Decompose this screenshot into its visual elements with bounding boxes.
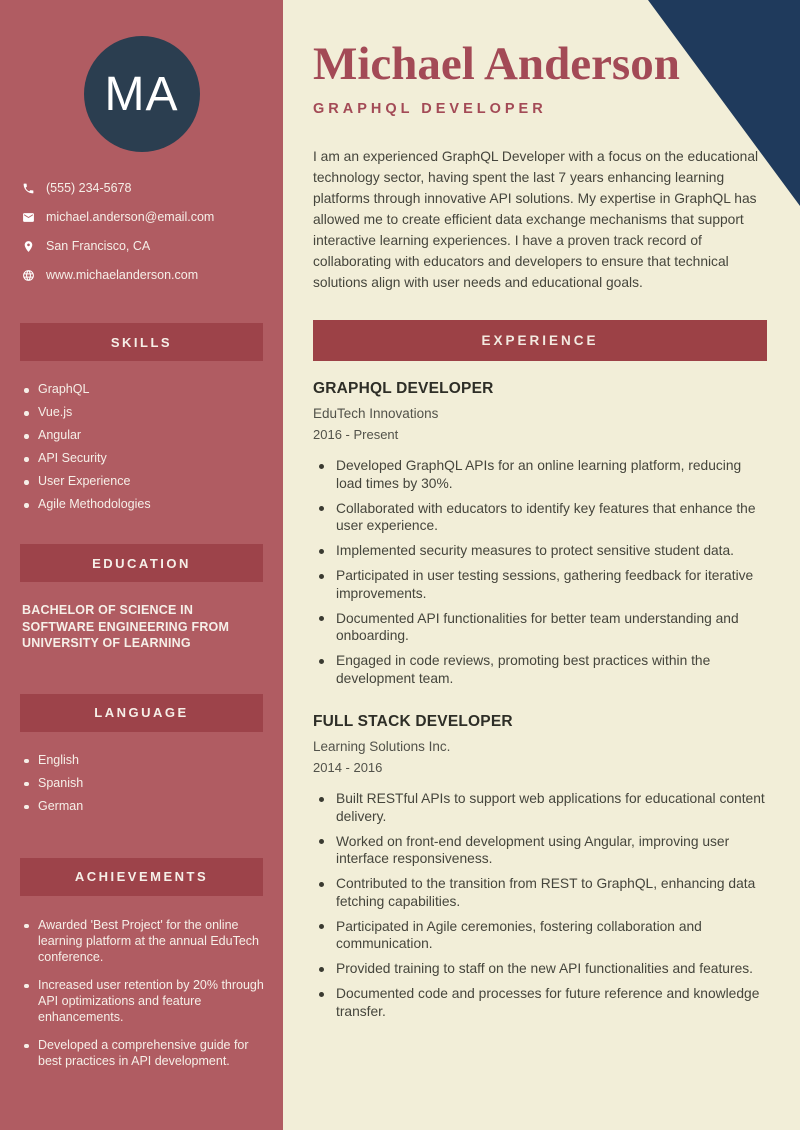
phone-icon xyxy=(22,182,35,195)
location-icon xyxy=(22,240,35,253)
job-role: GRAPHQL DEVELOPER xyxy=(313,380,494,398)
globe-icon xyxy=(22,269,35,282)
achievement-item: Awarded 'Best Project' for the online learning platform at the annual EduTech conference. xyxy=(24,917,265,965)
job-dates: 2016 - Present xyxy=(313,427,399,443)
achievement-item: Increased user retention by 20% through API optimizations and feature enhancements. xyxy=(24,977,265,1025)
job-bullet: Documented code and processes for future reference and knowledge transfer. xyxy=(319,985,767,1020)
language-item: English xyxy=(24,753,265,767)
job-bullet: Documented API functionalities for better team understanding and onboarding. xyxy=(319,610,767,645)
job-bullet: Collaborated with educators to identify key features that enhance the user experience. xyxy=(319,500,767,535)
contact-item-text: (555) 234-5678 xyxy=(46,181,132,195)
experience-jobs xyxy=(313,380,767,1020)
job-company: Learning Solutions Inc. xyxy=(313,739,451,755)
skills-list xyxy=(0,382,283,511)
job-bullet: Worked on front-end development using Angular, improving user interface responsiveness. xyxy=(319,833,767,868)
job-dates: 2014 - 2016 xyxy=(313,760,383,776)
contact-item xyxy=(22,182,269,195)
contact-item xyxy=(22,211,269,224)
contact-list xyxy=(0,182,283,282)
skills-section-title: SKILLS xyxy=(110,334,173,350)
job-bullet: Built RESTful APIs to support web applications for educational content delivery. xyxy=(319,790,767,825)
main-content xyxy=(283,0,800,1130)
skills-section-header xyxy=(20,323,263,361)
contact-item xyxy=(22,269,269,282)
skill-item: GraphQL xyxy=(24,382,265,396)
language-item: Spanish xyxy=(24,776,265,790)
education-section-title: EDUCATION xyxy=(92,555,191,571)
language-section-header xyxy=(20,694,263,732)
job-bullet: Engaged in code reviews, promoting best practices within the development team. xyxy=(319,652,767,687)
summary-paragraph: I am an experienced GraphQL Developer with a focus on the educational technology sector, having spent the last 7 years enhancing learning platforms through innovative API solutions. My expertise in GraphQL has allowed me to create efficient data exchange mechanisms that support interactive learning experiences. I have a proven track record of collaborating with educators and developers to ensure that technical solutions align with user needs and educational goals. xyxy=(313,149,759,291)
language-list xyxy=(0,753,283,813)
skill-item: User Experience xyxy=(24,474,265,488)
achievements-section-title: ACHIEVEMENTS xyxy=(74,869,209,884)
skill-item: Angular xyxy=(24,428,265,442)
name-heading: Michael Anderson xyxy=(313,38,680,90)
skill-item: Vue.js xyxy=(24,405,265,419)
contact-item-text: www.michaelanderson.com xyxy=(46,268,199,282)
skill-item: API Security xyxy=(24,451,265,465)
job-entry xyxy=(313,713,767,1020)
contact-item-text: michael.anderson@email.com xyxy=(46,210,215,224)
email-icon xyxy=(22,211,35,224)
avatar xyxy=(84,36,200,152)
education-text: BACHELOR OF SCIENCE IN SOFTWARE ENGINEERING FROM UNIVERSITY OF LEARNING xyxy=(22,603,230,650)
job-bullet-list xyxy=(313,457,767,687)
job-bullet: Contributed to the transition from REST to GraphQL, enhancing data fetching capabilities. xyxy=(319,875,767,910)
experience-section-header xyxy=(313,320,767,361)
job-company: EduTech Innovations xyxy=(313,406,439,422)
job-bullet: Implemented security measures to protect sensitive student data. xyxy=(319,542,767,560)
achievements-list xyxy=(0,917,283,1069)
contact-item xyxy=(22,240,269,253)
avatar-initials: MA xyxy=(104,67,179,121)
language-item: German xyxy=(24,799,265,813)
job-bullet: Developed GraphQL APIs for an online learning platform, reducing load times by 30%. xyxy=(319,457,767,492)
headline-role: GRAPHQL DEVELOPER xyxy=(313,101,547,118)
job-role: FULL STACK DEVELOPER xyxy=(313,713,513,731)
sidebar xyxy=(0,0,283,1130)
achievement-item: Developed a comprehensive guide for best practices in API development. xyxy=(24,1037,265,1069)
contact-item-text: San Francisco, CA xyxy=(46,239,151,253)
job-bullet: Participated in user testing sessions, gathering feedback for iterative improvements. xyxy=(319,567,767,602)
job-entry xyxy=(313,380,767,687)
experience-section-title: EXPERIENCE xyxy=(481,333,599,349)
job-bullet-list xyxy=(313,790,767,1020)
skill-item: Agile Methodologies xyxy=(24,497,265,511)
education-section-header xyxy=(20,544,263,582)
job-bullet: Participated in Agile ceremonies, fostering collaboration and communication. xyxy=(319,918,767,953)
language-section-title: LANGUAGE xyxy=(94,705,189,720)
achievements-section-header xyxy=(20,858,263,896)
job-bullet: Provided training to staff on the new API functionalities and features. xyxy=(319,960,767,978)
